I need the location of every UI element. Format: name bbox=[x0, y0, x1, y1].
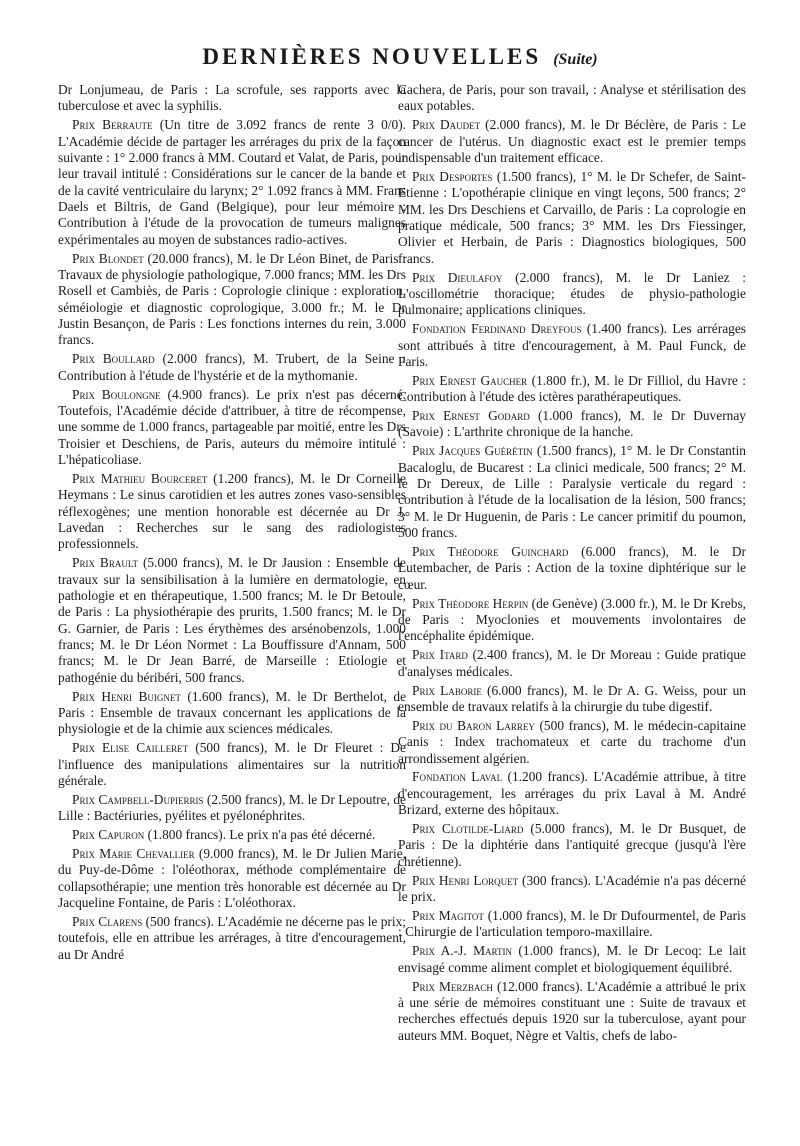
prize-name: Prix Merzbach bbox=[412, 978, 493, 994]
prize-text: (5.000 francs), M. le Dr Jausion : Ensemble de travaux sur la sensibilisation à la lumière en dermatologie, en pathologie et en thérapeutique, 1.500 francs; M. le Dr Betoule, de Paris : La physiothérapie des prurits, 1.500 francs; M. le Dr G. Garnier, de Paris : Les érythèmes des arsénobenzols, 1.000 francs; M. le Dr Léon Normet : La Bouffissure d'Annam, 500 francs; M. le Dr Jean Barré, de Marseille : Etiologie et pathogénie du béribéri, 500 francs. bbox=[58, 555, 406, 685]
prize-name: Prix Clarens bbox=[72, 913, 143, 929]
prize-text: (2.500 francs), M. le Dr Lepoutre, de Lille : Bactériuries, pyélites et pyélonéphrites. bbox=[58, 791, 407, 824]
prize-name: Prix Capuron bbox=[72, 827, 145, 843]
prize-text: (12.000 francs). L'Académie a attribué le prix à une série de mémoires constituant une : Suite de travaux et recherches effectués depuis 1920 sur la tuberculose, ayant pour auteurs MM. Boquet, Nègre et Valtis, chefs de labo- bbox=[398, 978, 746, 1043]
prize-text: (1.400 francs). Les arrérages sont attribués à titre d'encouragement, à M. Paul Funck, de Paris. bbox=[398, 321, 746, 369]
prize-paragraph bbox=[398, 443, 746, 541]
prize-name: Prix Ernest Godard bbox=[412, 408, 530, 424]
prize-paragraph bbox=[398, 821, 746, 870]
prize-name: Prix Jacques Guérétin bbox=[412, 443, 533, 459]
prize-paragraph bbox=[58, 251, 406, 349]
prize-text: (1.000 francs), M. le Dr Lecoq: Le lait envisagé comme aliment complet et biologiquement équilibré. bbox=[398, 943, 746, 975]
prize-paragraph bbox=[58, 471, 406, 553]
prize-paragraph bbox=[58, 555, 406, 686]
prize-text: (20.000 francs), M. le Dr Léon Binet, de Paris : Travaux de physiologie pathologique, 7.000 francs; MM. les Drs Rosell et Cambiès, de Paris : Coprologie clinique : exploration, séméiologie et diagnostic coprologique, 3.000 fr.; M. le Dr Justin Besançon, de Paris : Les fonctions internes du rein, 3.000 francs. bbox=[58, 250, 407, 348]
prize-name: Prix Berraute bbox=[72, 117, 153, 133]
prize-name: Fondation Ferdinand Dreyfous bbox=[412, 321, 582, 337]
prize-paragraph bbox=[398, 169, 746, 267]
prize-paragraph bbox=[58, 846, 406, 911]
page-title-suite: (Suite) bbox=[553, 51, 598, 68]
prize-paragraph bbox=[58, 827, 406, 843]
continued-paragraph bbox=[58, 82, 406, 115]
prize-paragraph bbox=[398, 373, 746, 406]
prize-text: (6.000 francs), M. le Dr A. G. Weiss, pour un ensemble de travaux relatifs à la chirurgie du tube digestif. bbox=[398, 682, 746, 714]
prize-paragraph bbox=[398, 873, 746, 906]
prize-text: (6.000 francs), M. le Dr Lutembacher, de Paris : Action de la toxine diphtérique sur le cœur. bbox=[398, 544, 746, 592]
prize-text: (9.000 francs), M. le Dr Julien Marie, du Puy-de-Dôme : l'oléothorax, méthode complémentaire de collapsothérapie; une mention très honorable est décernée au Dr Jacqueline Fontaine, de Paris : L'oléothorax. bbox=[58, 846, 406, 911]
prize-name: Prix Mathieu Bourceret bbox=[72, 470, 208, 486]
prize-text: (de Genève) (3.000 fr.), M. le Dr Krebs, de Paris : Myoclonies et mouvements involontaires de l'encéphalite épidémique. bbox=[398, 595, 746, 644]
prize-text: (1.500 francs), 1° M. le Dr Constantin Bacaloglu, de Bucarest : La clinici medicale, 500 francs; 2° M. le Dr Dereux, de Lille : Paralysie verticale du regard : contribution à l'étude de la localisation de la lésion, 500 francs; 3° M. le Dr Huguenin, de Paris : Le cancer primitif du poumon, 500 francs. bbox=[398, 443, 746, 541]
prize-text: (4.900 francs). Le prix n'est pas décerné. Toutefois, l'Académie décide d'attribuer, à titre de récompense, une somme de 1.000 francs, partageable par moitié, entre les Drs Troisier et Deschiens, de Paris, auteurs du mémoire intitulé : L'hépaticoliase. bbox=[58, 386, 406, 467]
prize-paragraph bbox=[398, 596, 746, 645]
prize-paragraph bbox=[398, 683, 746, 716]
prize-name: Fondation Laval bbox=[412, 769, 503, 785]
continued-paragraph bbox=[398, 82, 746, 115]
prize-text: (1.200 francs). L'Académie attribue, à titre d'encouragement, les arrérages du prix Laval à M. André Brizard, externe des hôpitaux. bbox=[398, 769, 746, 818]
prize-paragraph bbox=[58, 914, 406, 963]
prize-paragraph bbox=[58, 689, 406, 738]
prize-name: Prix Théodore Guinchard bbox=[412, 544, 569, 560]
prize-name: Prix Magitot bbox=[412, 908, 484, 923]
prize-text: (1.800 francs). Le prix n'a pas été décerné. bbox=[144, 827, 376, 843]
prize-text: (2.000 francs), M. Trubert, de la Seine : Contribution à l'étude de l'hystérie et de la mythomanie. bbox=[58, 351, 406, 383]
prize-paragraph bbox=[398, 270, 746, 319]
prize-name: Prix Daudet bbox=[412, 117, 481, 133]
prize-paragraph bbox=[398, 647, 746, 680]
prize-text: (Un titre de 3.092 francs de rente 3 0/0). L'Académie décide de partager les arrérages du prix de la façon suivante : 1° 2.000 francs à MM. Coutard et Valat, de Paris, pour leur travail intitulé : Considérations sur le cancer de la bande et de la cavité ventriculaire du larynx; 2° 1.092 francs à MM. Frans Daels et Biltris, de Gand (Belgique), pour leur mémoire : Contribution à l'étude de la provocation de tumeurs malignes expérimentales au moyen de substances radio-actives. bbox=[58, 117, 406, 247]
prize-text: (500 francs), M. le médecin-capitaine Canis : Index trachomateux et carte du trachome d'un arrondissement algérien. bbox=[398, 717, 746, 766]
prize-text: (500 francs), M. le Dr Fleuret : De l'influence des manipulations alimentaires sur la nutrition générale. bbox=[58, 740, 407, 788]
prize-name: Prix Théodore Herpin bbox=[412, 595, 529, 611]
prize-paragraph bbox=[398, 769, 746, 818]
prize-paragraph bbox=[58, 740, 406, 789]
prize-name: Prix Brault bbox=[72, 555, 138, 571]
prize-paragraph bbox=[398, 908, 746, 941]
prize-name: Prix du Baron Larrey bbox=[412, 717, 535, 733]
page-title: DERNIÈRES NOUVELLES bbox=[202, 44, 542, 69]
prize-paragraph bbox=[58, 117, 406, 248]
prize-paragraph bbox=[398, 718, 746, 767]
prize-text: (2.400 francs), M. le Dr Moreau : Guide pratique d'analyses médicales. bbox=[398, 647, 746, 679]
prize-text: (2.000 francs), M. le Dr Laniez : L'oscillométrie thoracique; études de physio-pathologie pulmonaire; applications cliniques. bbox=[398, 269, 746, 318]
prize-text: (1.500 francs), 1° M. le Dr Schefer, de Saint-Etienne : L'opothérapie clinique en vingt leçons, 500 francs; 2° MM. les Drs Deschiens et Carvaillo, de Paris : La coprologie en pratique médicale, 500 francs; 3° MM. les Drs Fiessinger, Olivier et Herbain, de Paris : Diagnostics biologiques, 500 francs. bbox=[398, 168, 746, 266]
prize-text: (2.000 francs), M. le Dr Béclère, de Paris : Le cancer de l'utérus. Un diagnostic exact est le premier temps indispensable d'un traitement efficace. bbox=[398, 117, 746, 165]
prize-text: Cachera, de Paris, pour son travail, : Analyse et stérilisation des eaux potables. bbox=[398, 82, 746, 114]
prize-name: Prix Laborie bbox=[412, 682, 482, 698]
prize-text: (1.800 fr.), M. le Dr Filliol, du Havre : Contribution à l'étude des ictères parathérapeutiques. bbox=[398, 372, 747, 405]
prize-paragraph bbox=[398, 117, 746, 166]
prize-name: Prix Dieulafoy bbox=[412, 269, 503, 285]
prize-name: Prix Henri Buignet bbox=[72, 688, 181, 704]
prize-name: Prix Itard bbox=[412, 647, 468, 663]
prize-paragraph bbox=[398, 321, 746, 370]
prize-text: (1.600 francs), M. le Dr Berthelot, de Paris : Ensemble de travaux concernant les applications de la physiologie et de la chimie aux sciences médicales. bbox=[58, 688, 407, 737]
prize-text: (300 francs). L'Académie n'a pas décerné le prix. bbox=[398, 872, 746, 905]
prize-name: Prix Ernest Gaucher bbox=[412, 372, 528, 388]
prize-name: Prix A.-J. Martin bbox=[412, 943, 512, 959]
prize-paragraph bbox=[398, 943, 746, 976]
prize-name: Prix Campbell-Dupierris bbox=[72, 791, 204, 807]
right-column bbox=[398, 82, 746, 1047]
prize-text: Dr Lonjumeau, de Paris : La scrofule, ses rapports avec la tuberculose et avec la syphilis. bbox=[58, 82, 406, 114]
left-column bbox=[58, 82, 406, 966]
prize-paragraph bbox=[58, 792, 406, 825]
prize-paragraph bbox=[398, 979, 746, 1044]
prize-paragraph bbox=[398, 408, 746, 441]
prize-text: (1.000 francs), M. le Dr Dufourmentel, de Paris : Chirurgie de l'articulation temporo-maxillaire. bbox=[398, 908, 746, 940]
prize-name: Prix Henri Lorquet bbox=[412, 872, 519, 888]
prize-name: Prix Blondet bbox=[72, 250, 144, 266]
prize-paragraph bbox=[58, 387, 406, 469]
prize-paragraph bbox=[58, 351, 406, 384]
prize-text: (1.000 francs), M. le Dr Duvernay (Savoie) : L'arthrite chronique de la hanche. bbox=[398, 408, 746, 440]
prize-name: Prix Elise Cailleret bbox=[72, 740, 189, 756]
prize-name: Prix Desportes bbox=[412, 168, 493, 184]
prize-text: (5.000 francs), M. le Dr Busquet, de Paris : De la diphtérie dans l'antiquité grecque (jusqu'à l'ère chrétienne). bbox=[398, 821, 746, 869]
prize-name: Prix Marie Chevallier bbox=[72, 846, 195, 861]
prize-text: (500 francs). L'Académie ne décerne pas le prix; toutefois, elle en attribue les arrérages, à titre d'encouragement, au Dr André bbox=[58, 913, 407, 962]
prize-text: (1.200 francs), M. le Dr Corneille Heymans : Le sinus carotidien et les autres zones vaso-sensibles réflexogènes; une mention honorable est décernée au Dr J. Lavedan : Recherches sur le sang des radiologistes professionnels. bbox=[58, 470, 406, 552]
prize-paragraph bbox=[398, 544, 746, 593]
prize-name: Prix Clotilde-Liard bbox=[412, 821, 524, 837]
page-header bbox=[0, 44, 800, 70]
prize-name: Prix Boullard bbox=[72, 351, 155, 367]
prize-name: Prix Boulongne bbox=[72, 386, 161, 402]
